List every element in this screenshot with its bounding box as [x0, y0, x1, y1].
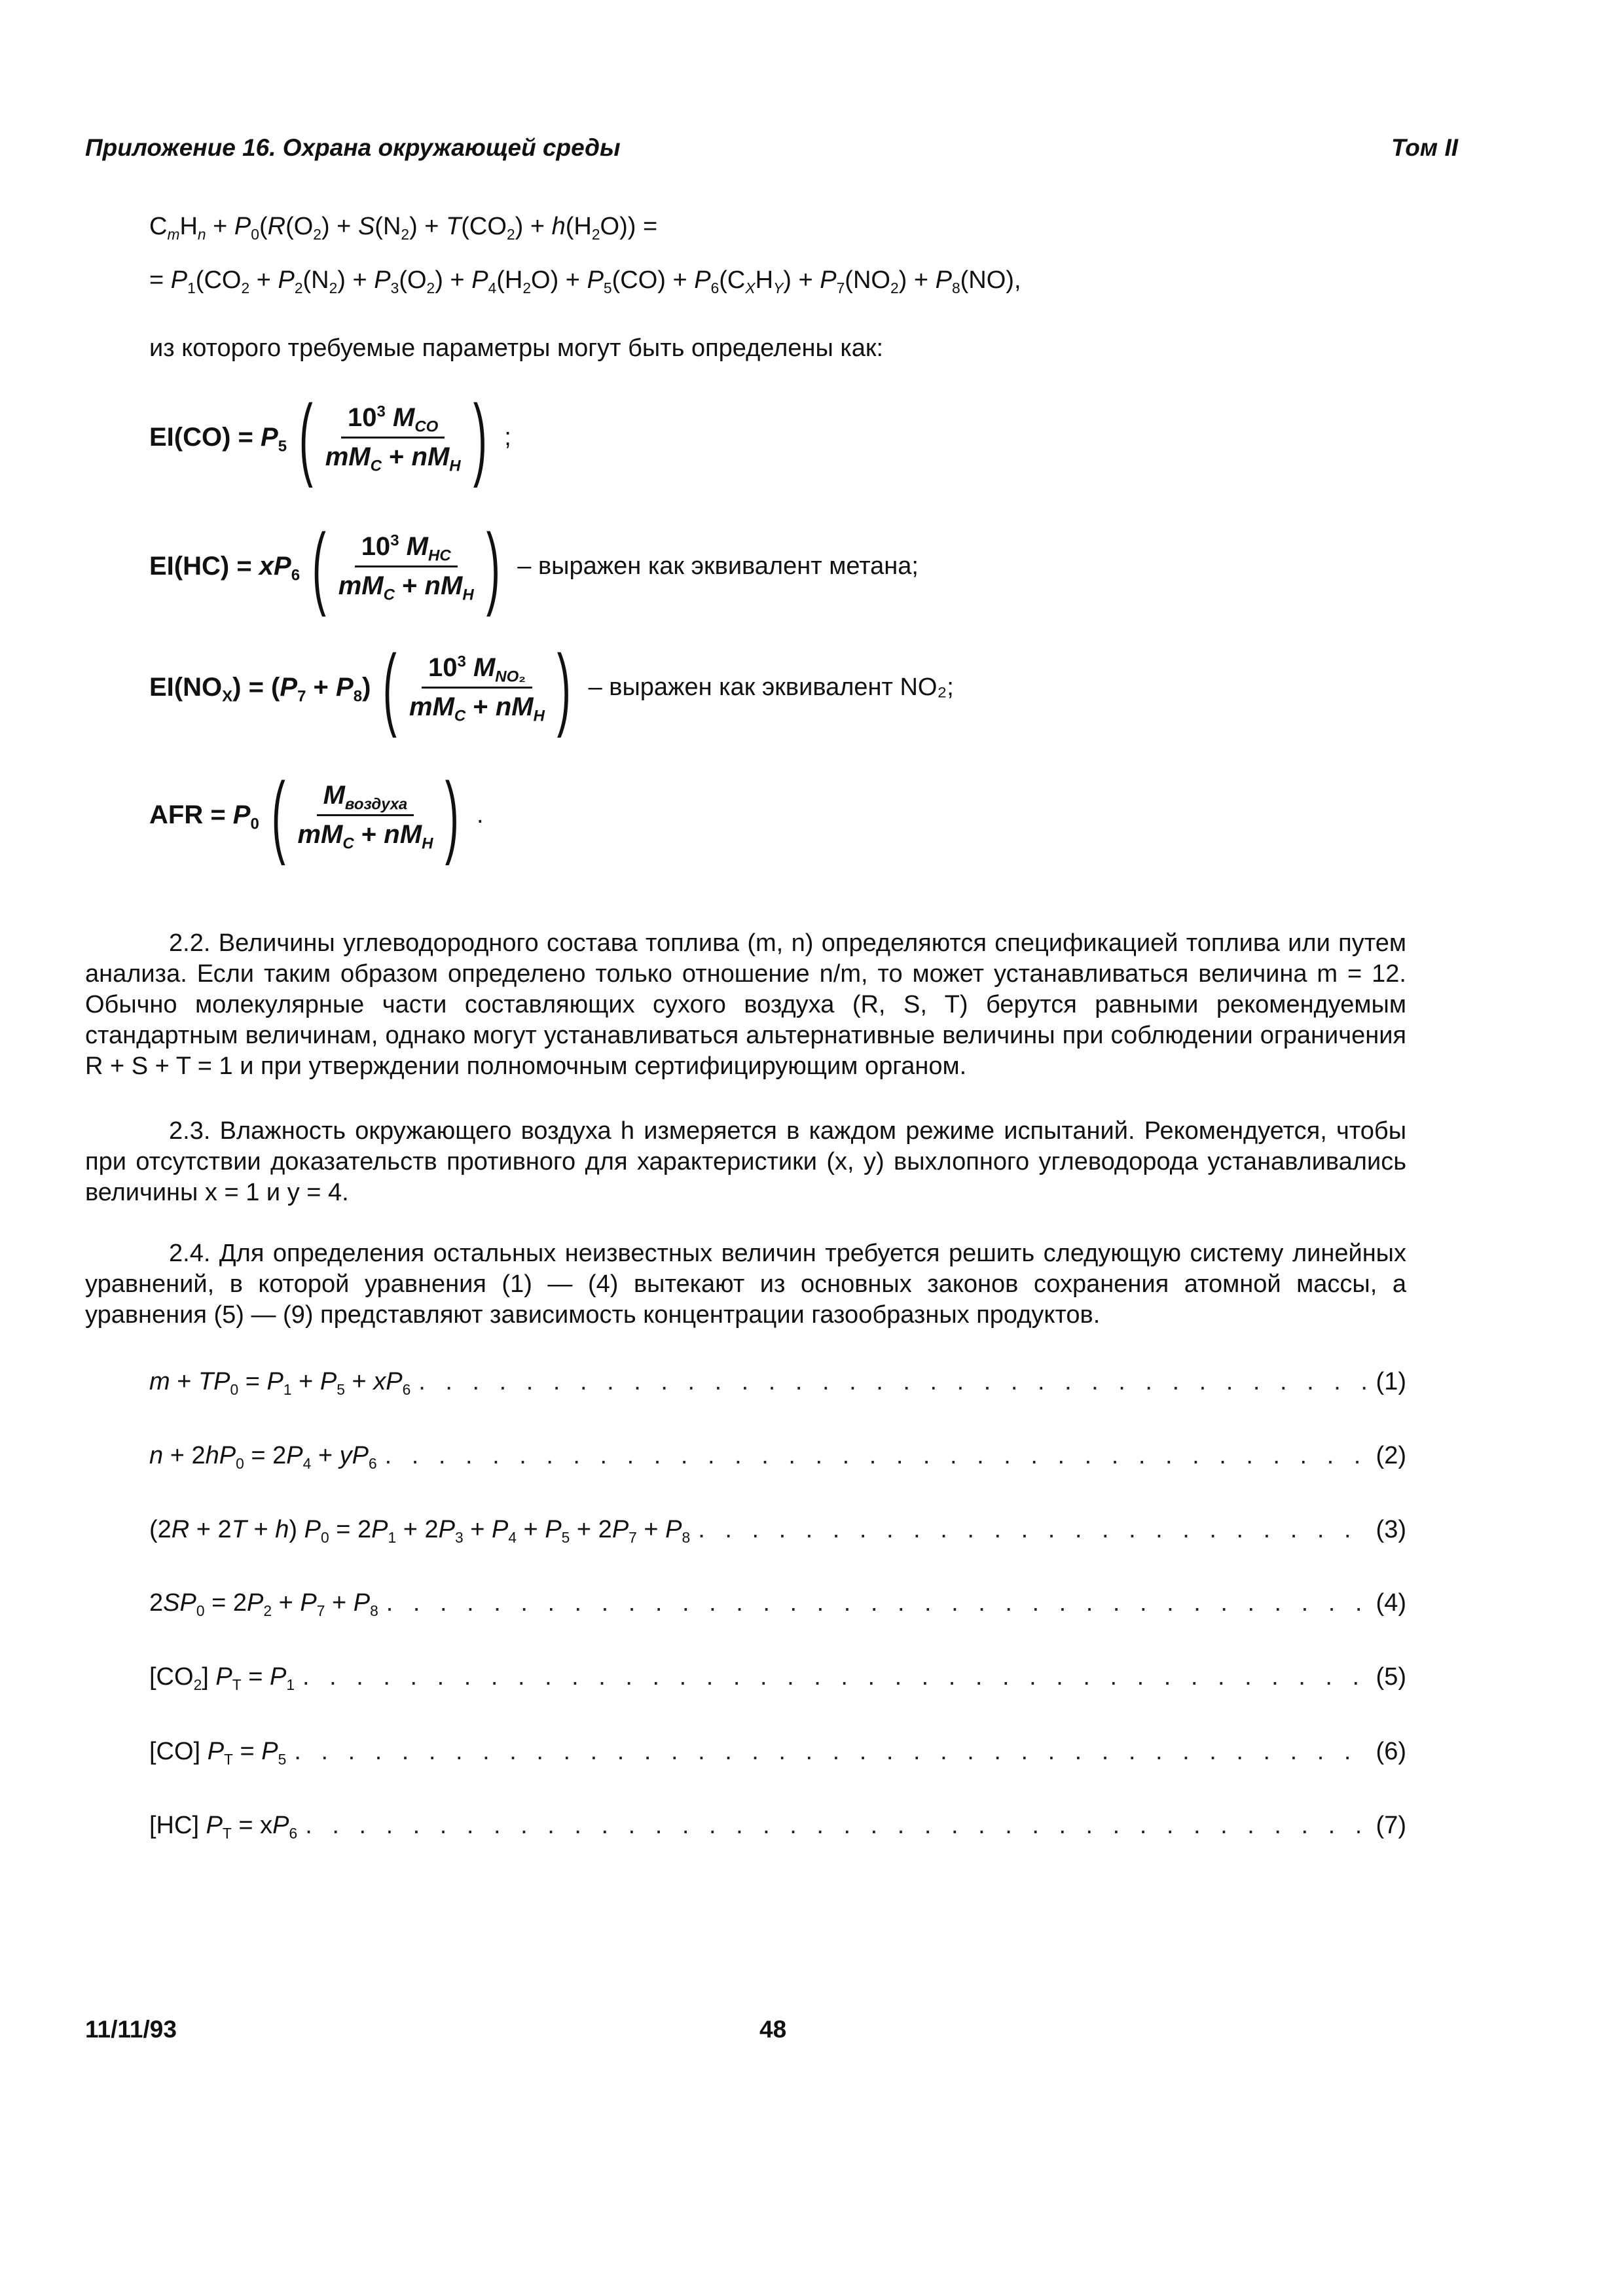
equation-number: (4): [1376, 1589, 1406, 1617]
equation-7: [HC] $P_T = xP_6$ . . . (7): [149, 1812, 1406, 1840]
equation-number: (6): [1376, 1738, 1406, 1765]
equation-6: [CO] $P_T = P_5$ . . . (6): [149, 1738, 1406, 1766]
paragraph-2-2: 2.2. Величины углеводородного состава топлива (m, n) определяются спецификацией топлива или путем анализа. Если таким образом определено только отношение n/m, то может устанавливаться величина m = 12. Обычно молекулярные части составляющих сухого воздуха (R, S, T) берутся равными рекомендуемым стандартным величинам, однако могут устанавливаться альтернативные величины при соблюдении ограничения R + S + T = 1 и при утверждении полномочным сертифицирующим органом.: [85, 929, 1406, 1080]
equation-number: (2): [1376, 1442, 1406, 1469]
equation-1: $m + TP_0 = P_1 + P_5 + xP_6$ . . . (1): [149, 1368, 1406, 1396]
page-number: 48: [759, 2016, 787, 2043]
formula-ei-hc: $EI(HC) = xP_6$ ( $\frac{10^3 M_{HC}}{mM_C + nM_H}$ ) – выражен как эквивалент метана;: [149, 514, 919, 617]
equation-3: (2R + 2T + h) $P_0 = 2P_1 + 2P_3 + P_4 + P_5 + 2P_7 + P_8$ . . . (3): [149, 1516, 1406, 1544]
equation-4: $2SP_0 = 2P_2 + P_7 + P_8$ . . . (4): [149, 1589, 1406, 1617]
formula-ei-nox: $EI(NO_X) = (P_7 + P_8)$ ( $\frac{10^3 M_{NO_2}}{mM_C + nM_H}$ ) – выражен как эквивалент NO₂;: [149, 636, 954, 738]
combustion-equation-line-2: = $P_1(CO_2 + P_2(N_2) + P_3(O_2) + P_4(H_2O) + P_5(CO) + P_6(C_XH_Y) + P_7(NO_2) + P_8(NO)$,: [149, 266, 1021, 296]
footer-date: 11/11/93: [85, 2016, 177, 2043]
formula-note-hc: – выражен как эквивалент метана;: [517, 552, 919, 580]
formula-ei-co: $EI(CO) = P_5$ ( $\frac{10^3 M_{CO}}{mM_C + nM_H}$ ) ;: [149, 386, 511, 488]
equation-number: (7): [1376, 1812, 1406, 1839]
equation-number: (5): [1376, 1663, 1406, 1691]
equation-number: (1): [1376, 1368, 1406, 1395]
equation-5: $[CO_2] P_T = P_1$ . . . (5): [149, 1663, 1406, 1691]
paragraph-2-4: 2.4. Для определения остальных неизвестных величин требуется решить следующую систему линейных уравнений, в которой уравнения (1) — (4) вытекают из основных законов сохранения атомной массы, а уравнения (5) — (9) представляют зависимость концентрации газообразных продуктов.: [85, 1240, 1406, 1329]
formula-afr: AFR = $P_0$ ( $\frac{M_{воздуха}}{mM_C + nM_H}$ ) .: [149, 763, 484, 866]
equation-number: (3): [1376, 1516, 1406, 1543]
formula-note-nox: – выражен как эквивалент NO₂;: [588, 673, 954, 701]
combustion-equation-line-1: $C_mH_n + P_0(R(O_2) + S(N_2) + T(CO_2) + h(H_2O))$ =: [149, 213, 658, 243]
volume-label: Том II: [1391, 134, 1459, 161]
document-title: Приложение 16. Охрана окружающей среды: [85, 134, 621, 161]
paragraph-2-3: 2.3. Влажность окружающего воздуха h измеряется в каждом режиме испытаний. Рекомендуется, чтобы при отсутствии доказательств противного для характеристики (x, y) выхлопного углеводорода устанавливались величины x = 1 и y = 4.: [85, 1117, 1406, 1206]
equation-2: $n + 2hP_0 = 2P_4 + yP_6$ . . . (2): [149, 1442, 1406, 1470]
intro-text: из которого требуемые параметры могут быть определены как:: [149, 334, 884, 362]
